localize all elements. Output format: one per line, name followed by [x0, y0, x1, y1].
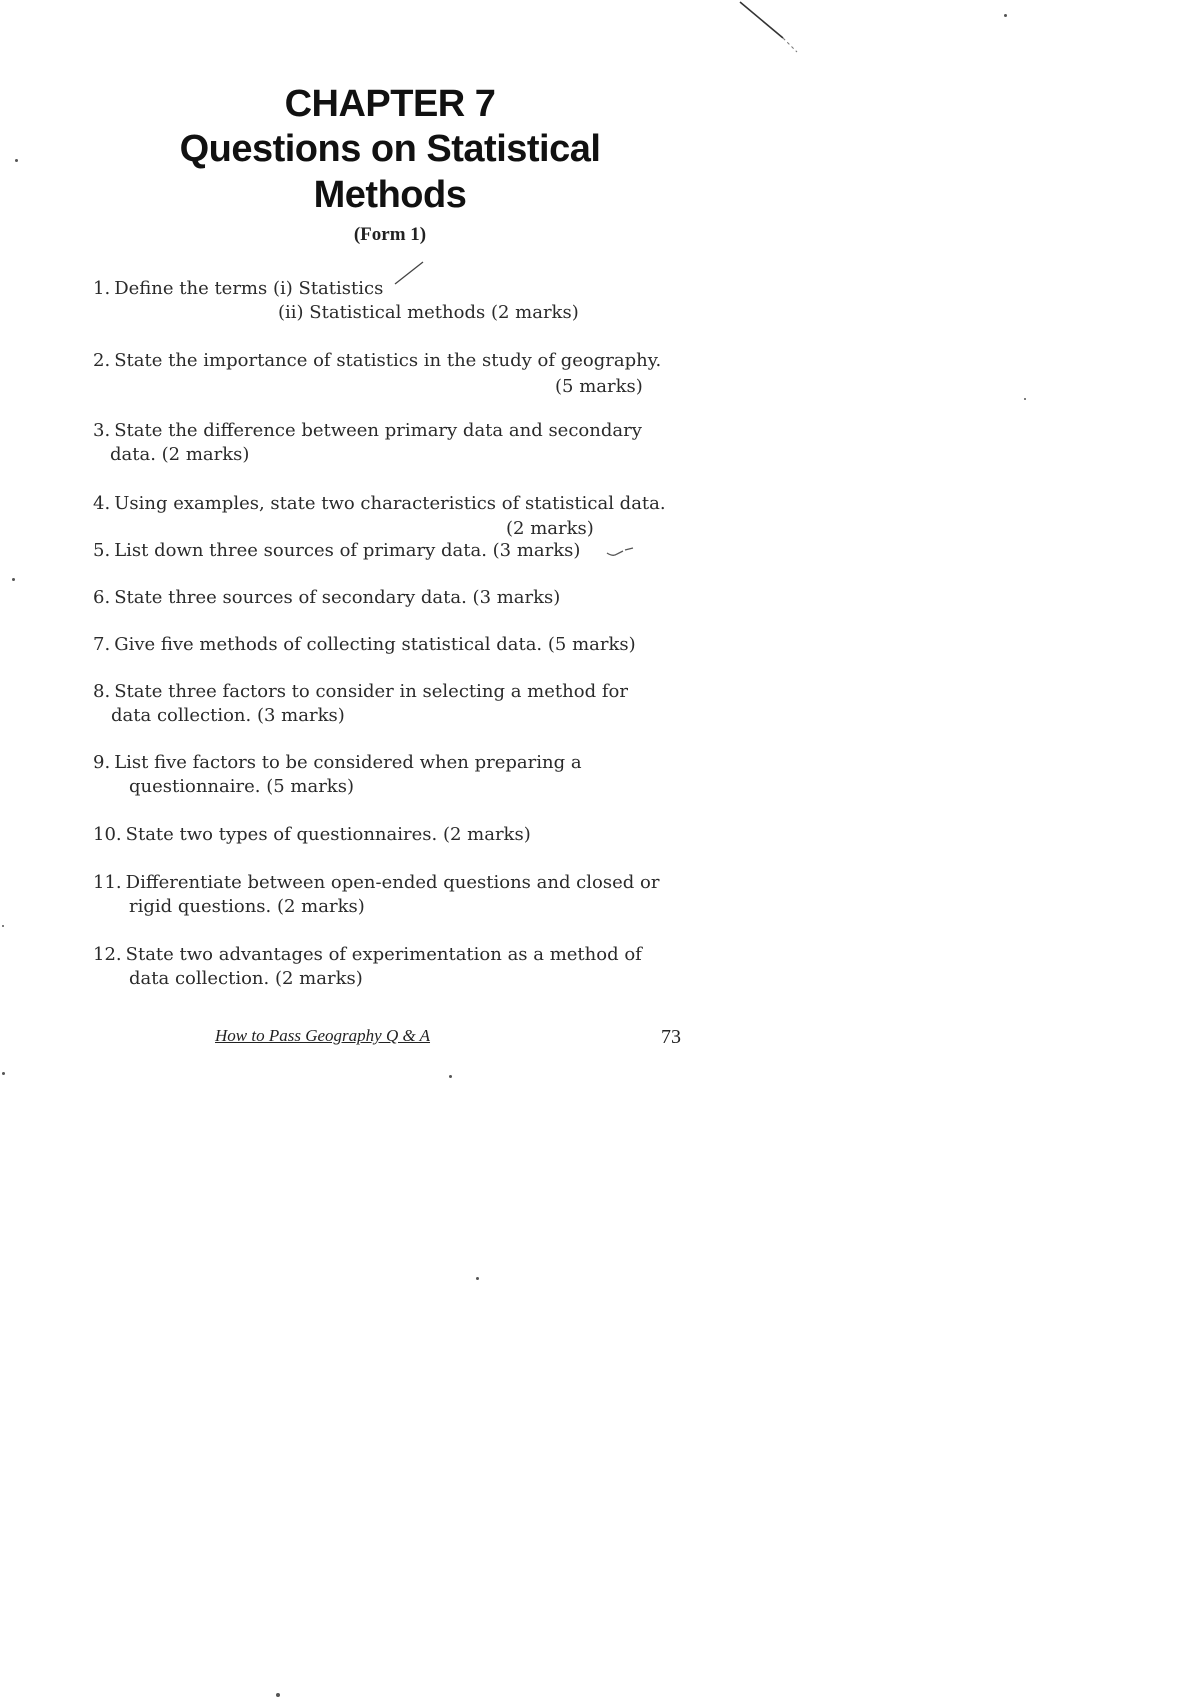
question-number: 4. [93, 493, 111, 514]
question-9 [93, 752, 582, 774]
scan-speck [1004, 14, 1007, 17]
question-11-line-2: rigid questions. (2 marks) [129, 896, 365, 917]
scan-speck [1024, 398, 1026, 400]
question-number: 3. [93, 420, 111, 441]
question-12 [93, 944, 642, 966]
tick-mark [393, 258, 433, 288]
question-text: Using examples, state two characteristics of statistical data. [114, 493, 666, 514]
question-7 [93, 634, 636, 656]
question-text: State three sources of secondary data. (3 marks) [114, 587, 561, 608]
question-number: 5. [93, 540, 111, 561]
question-1 [93, 278, 383, 300]
question-text: Give five methods of collecting statistical data. (5 marks) [114, 634, 636, 655]
question-2 [93, 350, 661, 372]
question-2-marks: (5 marks) [555, 376, 643, 397]
question-text: State the difference between primary data and secondary [114, 420, 642, 441]
question-10 [93, 824, 531, 846]
question-number: 11. [93, 872, 122, 893]
question-number: 1. [93, 278, 111, 299]
tick-mark [605, 545, 635, 561]
question-text: Differentiate between open-ended questions and closed or [125, 872, 660, 893]
question-4-marks: (2 marks) [506, 518, 594, 539]
scan-speck [449, 1075, 452, 1078]
question-3-line-2: data. (2 marks) [110, 444, 250, 465]
question-number: 6. [93, 587, 111, 608]
question-6 [93, 587, 560, 609]
question-3 [93, 420, 642, 442]
question-text: State two types of questionnaires. (2 marks) [125, 824, 531, 845]
question-text: List down three sources of primary data. (3 marks) [114, 540, 581, 561]
footer-book-title: How to Pass Geography Q & A [215, 1026, 431, 1045]
chapter-heading: CHAPTER 7 [284, 83, 496, 125]
question-text: Define the terms (i) Statistics [114, 278, 384, 299]
scan-speck [2, 1072, 5, 1075]
title-block [140, 82, 640, 246]
question-text: State two advantages of experimentation as a method of [125, 944, 642, 965]
scan-speck [2, 925, 4, 927]
question-number: 12. [93, 944, 122, 965]
scan-speck [276, 1693, 280, 1697]
question-1-line-2: (ii) Statistical methods (2 marks) [278, 302, 579, 323]
scan-speck [15, 159, 18, 162]
scan-speck [12, 578, 15, 581]
question-4 [93, 493, 666, 515]
question-12-line-2: data collection. (2 marks) [129, 968, 363, 989]
question-11 [93, 872, 659, 894]
question-number: 7. [93, 634, 111, 655]
question-number: 8. [93, 681, 111, 702]
page-title-line-2: Methods [313, 174, 467, 216]
question-5 [93, 540, 580, 562]
question-text: State the importance of statistics in the study of geography. [114, 350, 662, 371]
question-number: 2. [93, 350, 111, 371]
question-text: State three factors to consider in selecting a method for [114, 681, 628, 702]
form-label: (Form 1) [353, 224, 427, 245]
question-number: 9. [93, 752, 111, 773]
page-number: 73 [661, 1026, 681, 1048]
pen-stroke-mark [735, 0, 805, 60]
scan-speck [476, 1277, 479, 1280]
page-title-line-1: Questions on Statistical [179, 128, 601, 170]
question-number: 10. [93, 824, 122, 845]
question-8 [93, 681, 628, 703]
question-9-line-2: questionnaire. (5 marks) [129, 776, 354, 797]
question-text: List five factors to be considered when preparing a [114, 752, 582, 773]
question-8-line-2: data collection. (3 marks) [111, 705, 345, 726]
